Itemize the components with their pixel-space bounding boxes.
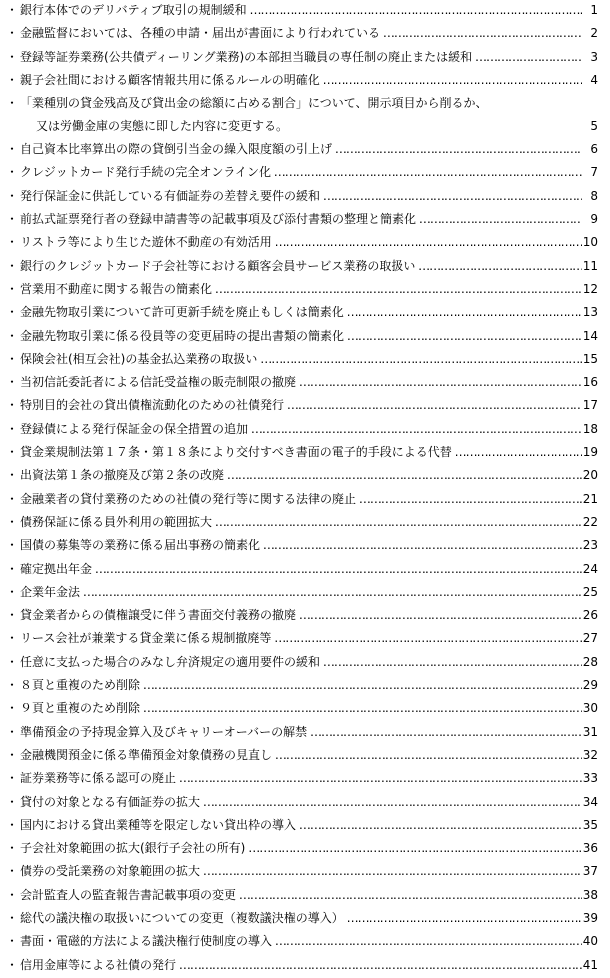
toc-entry [0, 698, 610, 721]
bullet: ・ [6, 701, 19, 716]
toc-entry-title: 金融業者の貸付業務のための社債の発行等に関する法律の廃止 …………………………………………………………………………………………………………………………………………………………………………………………………… [20, 492, 582, 506]
toc-entry [0, 372, 610, 395]
bullet: ・ [6, 491, 19, 506]
toc-entry-page: 24 [582, 561, 598, 576]
bullet: ・ [6, 96, 19, 111]
toc-entry-page: 1 [590, 3, 598, 17]
toc-entry [0, 652, 610, 675]
toc-entry-page: 37 [582, 864, 598, 879]
bullet: ・ [6, 794, 19, 809]
toc-entry [0, 70, 610, 93]
bullet: ・ [6, 771, 19, 786]
toc-entry-title: 会計監査人の監査報告書記載事項の変更 …………………………………………………………………………………………………………………………………………………………………………………………………… [20, 888, 582, 902]
toc-entry-title: 当初信託委託者による信託受益権の販売制限の撤廃 …………………………………………………………………………………………………………………………………………………………………………………………………… [20, 375, 582, 389]
bullet: ・ [6, 957, 19, 972]
toc-entry-title: 金融監督においては、各種の申請・届出が書面により行われている …………………………………………………………………………………………………………………………………………………………………………………………………… [20, 26, 582, 40]
toc-entry-page: 8 [590, 188, 598, 203]
toc-entry [0, 792, 610, 815]
toc-entry [0, 559, 610, 582]
bullet: ・ [6, 49, 19, 64]
toc-entry-title: ８頁と重複のため削除 …………………………………………………………………………………………………………………………………………………………………………………………………… [20, 678, 582, 692]
bullet: ・ [6, 631, 19, 646]
toc-entry [0, 0, 610, 23]
bullet: ・ [6, 678, 19, 693]
toc-entry-page: 12 [582, 281, 598, 296]
toc-entry-page: 14 [582, 328, 598, 343]
toc-entry-page: 38 [582, 887, 598, 902]
toc-entry-page: 20 [582, 468, 598, 483]
toc-entry-title: ９頁と重複のため削除 …………………………………………………………………………………………………………………………………………………………………………………………………… [20, 701, 582, 715]
toc-entry-page: 34 [582, 794, 598, 809]
toc-entry [0, 279, 610, 302]
toc-entry [0, 605, 610, 628]
toc-entry-title: 準備預金の予持現金算入及びキャリーオーバーの解禁 …………………………………………………………………………………………………………………………………………………………………………………………………… [20, 725, 582, 739]
toc-entry-title: 「業種別の貸金残高及び貸出金の総額に占める割合」について、開示項目から削るか、 [20, 96, 488, 111]
toc-entry [0, 93, 610, 139]
toc-entry [0, 139, 610, 162]
toc-entry [0, 186, 610, 209]
bullet: ・ [6, 841, 19, 856]
toc-entry-page: 4 [590, 72, 598, 87]
bullet: ・ [6, 561, 19, 576]
toc-entry-title: 任意に支払った場合のみなし弁済規定の適用要件の緩和 …………………………………………………………………………………………………………………………………………………………………………………………………… [20, 655, 582, 669]
toc-entry-page: 5 [590, 119, 598, 134]
bullet: ・ [6, 3, 19, 17]
toc-entry-title: 国債の募集等の業務に係る届出事務の簡素化 …………………………………………………………………………………………………………………………………………………………………………………………………… [20, 538, 582, 552]
toc-entry-page: 7 [590, 165, 598, 180]
bullet: ・ [6, 608, 19, 623]
bullet: ・ [6, 724, 19, 739]
bullet: ・ [6, 468, 19, 483]
toc-entry-page: 29 [582, 678, 598, 693]
toc-entry-title: 前払式証票発行者の登録申請書等の記載事項及び添付書類の整理と簡素化 …………………………………………………………………………………………………………………………………………………………………………………………………… [20, 212, 582, 226]
toc-entry-page: 32 [582, 747, 598, 762]
toc-entry-page: 35 [582, 817, 598, 832]
toc-entry-title: 金融先物取引業について許可更新手続を廃止もしくは簡素化 …………………………………………………………………………………………………………………………………………………………………………………………………… [20, 305, 582, 319]
toc-entry-title: 国内における貸出業種等を限定しない貸出枠の導入 …………………………………………………………………………………………………………………………………………………………………………………………………… [20, 818, 582, 832]
bullet: ・ [6, 538, 19, 553]
toc-entry-page: 6 [590, 142, 598, 157]
toc-entry [0, 582, 610, 605]
toc-entry-page: 39 [582, 910, 598, 925]
bullet: ・ [6, 375, 19, 390]
toc-entry [0, 861, 610, 884]
toc-entry [0, 162, 610, 185]
toc-entry-title: 確定拠出年金 …………………………………………………………………………………………………………………………………………………………………………………………………… [20, 562, 582, 576]
toc-entry-title: 銀行のクレジットカード子会社等における顧客会員サービス業務の取扱い …………………………………………………………………………………………………………………………………………………………………………………………………… [20, 259, 582, 273]
toc-entry-page: 15 [582, 351, 598, 366]
toc-entry [0, 908, 610, 931]
toc-entry-title: 自己資本比率算出の際の貸倒引当金の繰入限度額の引上げ …………………………………………………………………………………………………………………………………………………………………………………………………… [20, 142, 582, 156]
toc-entry-title: 営業用不動産に関する報告の簡素化 …………………………………………………………………………………………………………………………………………………………………………………………………… [20, 282, 582, 296]
bullet: ・ [6, 351, 19, 366]
bullet: ・ [6, 328, 19, 343]
bullet: ・ [6, 188, 19, 203]
toc-entry-page: 18 [582, 421, 598, 436]
bullet: ・ [6, 887, 19, 902]
toc-entry [0, 931, 610, 954]
toc-entry [0, 395, 610, 418]
toc-entry-title: 親子会社間における顧客情報共用に係るルールの明確化 …………………………………………………………………………………………………………………………………………………………………………………………………… [20, 73, 582, 87]
bullet: ・ [6, 398, 19, 413]
toc-entry-title: 貸金業者からの債権譲受に伴う書面交付義務の撤廃 …………………………………………………………………………………………………………………………………………………………………………………………………… [20, 608, 582, 622]
bullet: ・ [6, 817, 19, 832]
bullet: ・ [6, 142, 19, 157]
toc-entry [0, 535, 610, 558]
toc-entry [0, 47, 610, 70]
toc-entry-page: 17 [582, 398, 598, 413]
toc-entry-page: 27 [582, 631, 598, 646]
toc-entry-title: 金融機関預金に係る準備預金対象債務の見直し …………………………………………………………………………………………………………………………………………………………………………………………………… [20, 748, 582, 762]
bullet: ・ [6, 26, 19, 41]
bullet: ・ [6, 654, 19, 669]
toc-entry [0, 628, 610, 651]
toc-entry-page: 19 [582, 445, 598, 460]
toc-entry-title: 貸付の対象となる有価証券の拡大 …………………………………………………………………………………………………………………………………………………………………………………………………… [20, 795, 582, 809]
bullet: ・ [6, 235, 19, 250]
toc-entry-title: リストラ等により生じた遊休不動産の有効活用 …………………………………………………………………………………………………………………………………………………………………………………………………… [20, 235, 582, 249]
toc-entry-page: 26 [582, 608, 598, 623]
toc-entry [0, 885, 610, 908]
toc-entry-page: 25 [582, 584, 598, 599]
toc-entry [0, 349, 610, 372]
toc-entry-title: 登録債による発行保証金の保全措置の追加 …………………………………………………………………………………………………………………………………………………………………………………………………… [20, 422, 582, 436]
toc-entry [0, 955, 610, 978]
toc-entry-title: 出資法第１条の撤廃及び第２条の改廃 …………………………………………………………………………………………………………………………………………………………………………………………………… [20, 468, 582, 482]
toc-entry-title: 総代の議決権の取扱いについての変更（複数議決権の導入） …………………………………………………………………………………………………………………………………………………………………………………………………… [20, 911, 582, 925]
bullet: ・ [6, 934, 19, 949]
toc-entry [0, 722, 610, 745]
bullet: ・ [6, 910, 19, 925]
toc-entry-page: 23 [582, 538, 598, 553]
toc-entry-page: 21 [582, 491, 598, 506]
toc-entry-title: 債務保証に係る員外利用の範囲拡大 …………………………………………………………………………………………………………………………………………………………………………………………………… [20, 515, 582, 529]
toc-entry-title: 証券業務等に係る認可の廃止 …………………………………………………………………………………………………………………………………………………………………………………………………… [20, 771, 582, 785]
toc-entry [0, 838, 610, 861]
toc-entry-title: 登録等証券業務(公共債ディーリング業務)の本部担当職員の専任制の廃止または緩和 …………………………………………………………………………………………………………………………………………………………………………………………………… [20, 50, 582, 64]
bullet: ・ [6, 514, 19, 529]
bullet: ・ [6, 864, 19, 879]
toc-entry-title: 保険会社(相互会社)の基金払込業務の取扱い …………………………………………………………………………………………………………………………………………………………………………………………………… [20, 352, 582, 366]
toc-entry-page: 10 [582, 235, 598, 250]
toc-entry-title: 貸金業規制法第１７条・第１８条により交付すべき書面の電子的手段による代替 …………………………………………………………………………………………………………………………………………………………………………………………………… [20, 445, 582, 459]
bullet: ・ [6, 305, 19, 320]
toc-entry [0, 512, 610, 535]
toc-entry-page: 28 [582, 654, 598, 669]
toc-entry [0, 465, 610, 488]
toc-entry [0, 419, 610, 442]
toc-entry-page: 33 [582, 771, 598, 786]
toc-entry-title: 子会社対象範囲の拡大(銀行子会社の所有) …………………………………………………………………………………………………………………………………………………………………………………………………… [20, 841, 582, 855]
bullet: ・ [6, 212, 19, 227]
toc-entry-page: 22 [582, 514, 598, 529]
bullet: ・ [6, 165, 19, 180]
bullet: ・ [6, 421, 19, 436]
bullet: ・ [6, 72, 19, 87]
toc-entry-page: 41 [582, 957, 598, 972]
toc-entry-page: 2 [590, 26, 598, 41]
toc-entry-title: 債券の受託業務の対象範囲の拡大 …………………………………………………………………………………………………………………………………………………………………………………………………… [20, 864, 582, 878]
toc-entry [0, 23, 610, 46]
toc-entry-page: 31 [582, 724, 598, 739]
bullet: ・ [6, 584, 19, 599]
toc-entry [0, 209, 610, 232]
toc-entry-title: 書面・電磁的方法による議決権行使制度の導入 …………………………………………………………………………………………………………………………………………………………………………………………………… [20, 934, 582, 948]
toc-entry-title: 発行保証金に供託している有価証券の差替え要件の緩和 …………………………………………………………………………………………………………………………………………………………………………………………………… [20, 189, 582, 203]
toc-entry [0, 326, 610, 349]
toc-entry [0, 302, 610, 325]
toc-entry-page: 9 [590, 212, 598, 227]
toc-entry-page: 11 [582, 258, 598, 273]
toc-entry-page: 40 [582, 934, 598, 949]
toc-entry-title: クレジットカード発行手続の完全オンライン化 …………………………………………………………………………………………………………………………………………………………………………………………………… [20, 165, 582, 179]
toc-entry [0, 675, 610, 698]
toc-entry-title: 銀行本体でのデリバティブ取引の規制緩和 …………………………………………………………………………………………………………………………………………………………………………………………………… [20, 3, 582, 17]
toc-entry [0, 232, 610, 255]
toc-entry-title: 信用金庫等による社債の発行 …………………………………………………………………………………………………………………………………………………………………………………………………… [20, 958, 582, 972]
toc-entry-page: 36 [582, 841, 598, 856]
toc-entry-title: 金融先物取引業に係る役員等の変更届時の提出書類の簡素化 …………………………………………………………………………………………………………………………………………………………………………………………………… [20, 329, 582, 343]
toc-entry [0, 442, 610, 465]
bullet: ・ [6, 445, 19, 460]
toc-entry-title: 特別目的会社の貸出債権流動化のための社債発行 …………………………………………………………………………………………………………………………………………………………………………………………………… [20, 398, 582, 412]
toc-entry-title-continued: 又は労働金庫の実態に即した内容に変更する。 [36, 119, 289, 134]
toc-entry [0, 745, 610, 768]
bullet: ・ [6, 281, 19, 296]
bullet: ・ [6, 258, 19, 273]
toc-entry [0, 489, 610, 512]
toc-entry [0, 768, 610, 791]
toc-entry [0, 815, 610, 838]
toc-entry-page: 3 [590, 49, 598, 64]
toc-entry-page: 16 [582, 375, 598, 390]
toc-entry-page: 30 [582, 701, 598, 716]
toc-entry-title: 企業年金法 …………………………………………………………………………………………………………………………………………………………………………………………………… [20, 585, 582, 599]
bullet: ・ [6, 747, 19, 762]
toc-entry-page: 13 [582, 305, 598, 320]
toc-entry-title: リース会社が兼業する貸金業に係る規制撤廃等 …………………………………………………………………………………………………………………………………………………………………………………………………… [20, 631, 582, 645]
toc-entry [0, 256, 610, 279]
